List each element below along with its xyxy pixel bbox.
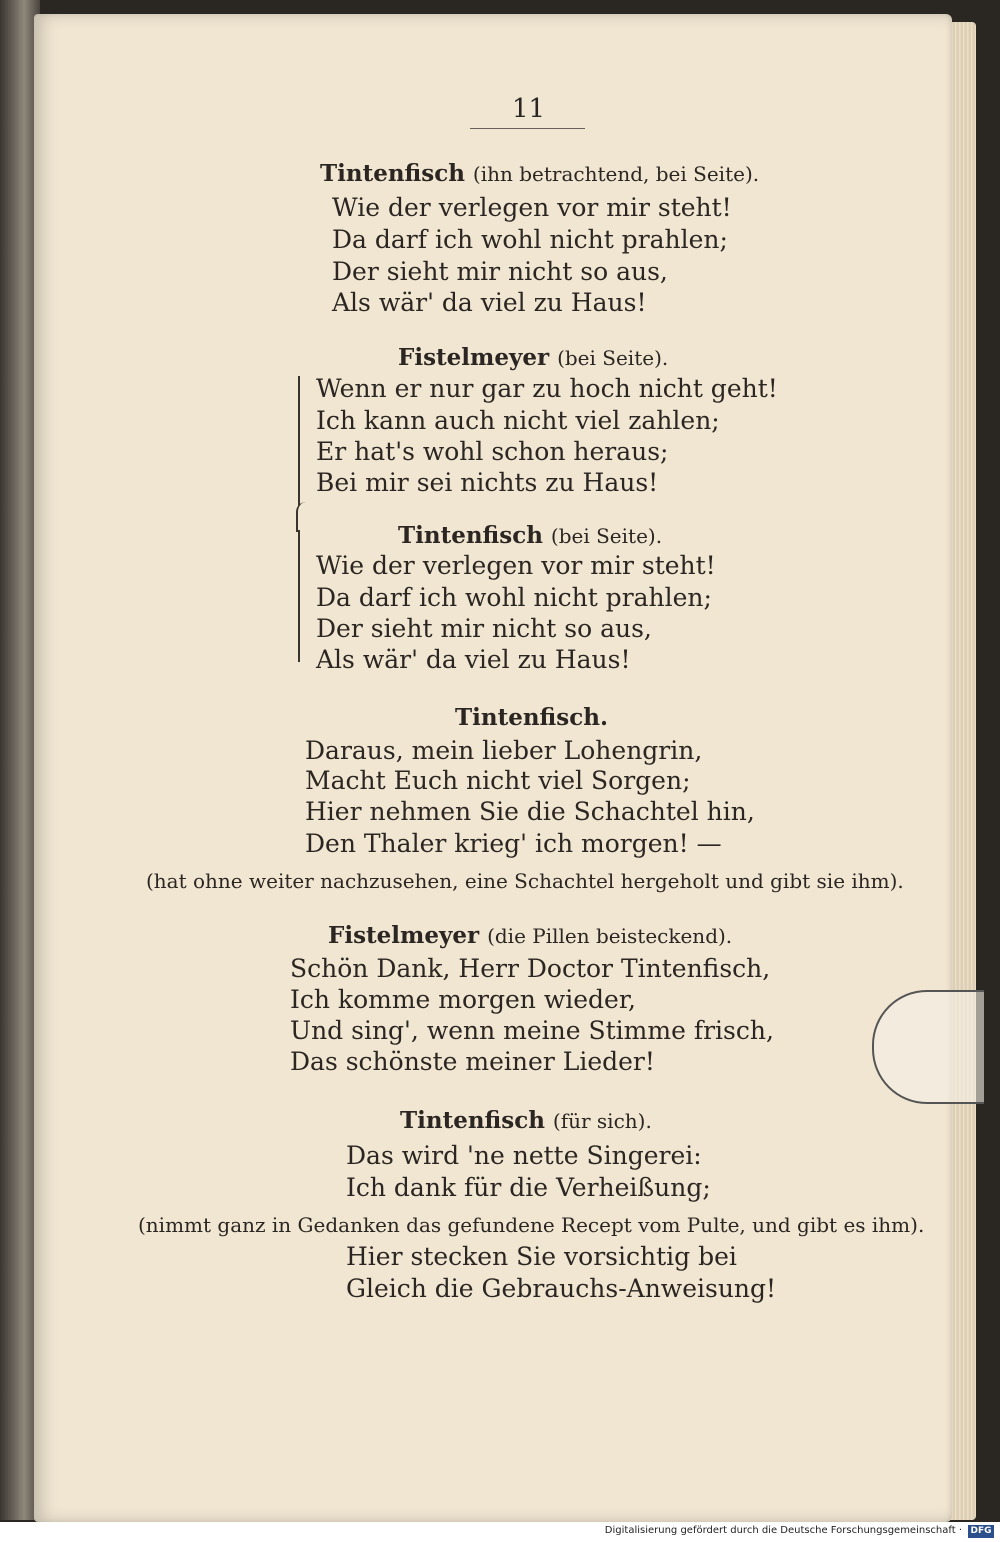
verse-line: Das wird 'ne nette Singerei: [346,1141,702,1170]
stage-direction: (für sich). [552,1109,652,1133]
stage-direction: (bei Seite). [550,524,663,548]
verse-line: Schön Dank, Herr Doctor Tintenfisch, [290,954,771,983]
verse-line: Wie der verlegen vor mir steht! [316,551,716,580]
speaker-name: Tintenfisch [398,522,543,549]
verse-line: Als wär' da viel zu Haus! [332,288,647,317]
speaker-name: Fistelmeyer [328,922,480,949]
verse-line: Das schönste meiner Lieder! [290,1047,655,1076]
verse-line: Da darf ich wohl nicht prahlen; [332,225,728,254]
stage-direction: (nimmt ganz in Gedanken das gefundene Recept vom Pulte, und gibt es ihm). [138,1213,925,1237]
verse-line: Macht Euch nicht viel Sorgen; [305,766,691,795]
page-clip-tab [872,990,984,1104]
verse-line: Als wär' da viel zu Haus! [316,645,631,674]
stage-direction: (die Pillen beisteckend). [487,924,733,948]
speaker-name: Fistelmeyer [398,344,550,371]
speaker-name: Tintenfisch [400,1107,545,1134]
brace-upper [298,376,300,506]
verse-line: Der sieht mir nicht so aus, [316,614,652,643]
verse-line: Bei mir sei nichts zu Haus! [316,468,659,497]
speaker-name: Tintenfisch [320,160,465,187]
brace-middle [296,502,308,532]
dfg-logo: DFG [968,1525,994,1538]
stage-direction: (hat ohne weiter nachzusehen, eine Schachtel hergeholt und gibt sie ihm). [146,869,904,893]
brace-lower [298,530,300,662]
verse-line: Ich dank für die Verheißung; [346,1173,711,1202]
page-number-rule [470,128,585,129]
verse-line: Ich kann auch nicht viel zahlen; [316,406,720,435]
verse-line: Und sing', wenn meine Stimme frisch, [290,1016,774,1045]
stage-line [398,520,662,551]
footer-credit: Digitalisierung gefördert durch die Deutsche Forschungsgemeinschaft · [604,1525,962,1536]
verse-line: Wenn er nur gar zu hoch nicht geht! [316,374,778,403]
stage-line [398,342,668,373]
stage-line [320,158,759,189]
verse-line: Den Thaler krieg' ich morgen! — [305,829,722,858]
footer-bar [0,1522,1000,1542]
verse-line: Wie der verlegen vor mir steht! [332,193,732,222]
verse-line: Gleich die Gebrauchs-Anweisung! [346,1274,777,1303]
verse-line: Er hat's wohl schon heraus; [316,437,669,466]
stage-line [328,920,732,951]
verse-line: Ich komme morgen wieder, [290,985,636,1014]
stage-direction: (bei Seite). [557,346,669,370]
verse-line: Hier stecken Sie vorsichtig bei [346,1242,737,1271]
page-number: 11 [512,94,546,124]
stage-direction: (ihn betrachtend, bei Seite). [472,162,760,186]
verse-line: Hier nehmen Sie die Schachtel hin, [305,797,755,826]
verse-line: Der sieht mir nicht so aus, [332,257,668,286]
stage-line [400,1105,652,1136]
speaker-name: Tintenfisch. [455,704,608,731]
verse-line: Da darf ich wohl nicht prahlen; [316,583,712,612]
verse-line: Daraus, mein lieber Lohengrin, [305,736,703,765]
page-edges [948,22,976,1520]
